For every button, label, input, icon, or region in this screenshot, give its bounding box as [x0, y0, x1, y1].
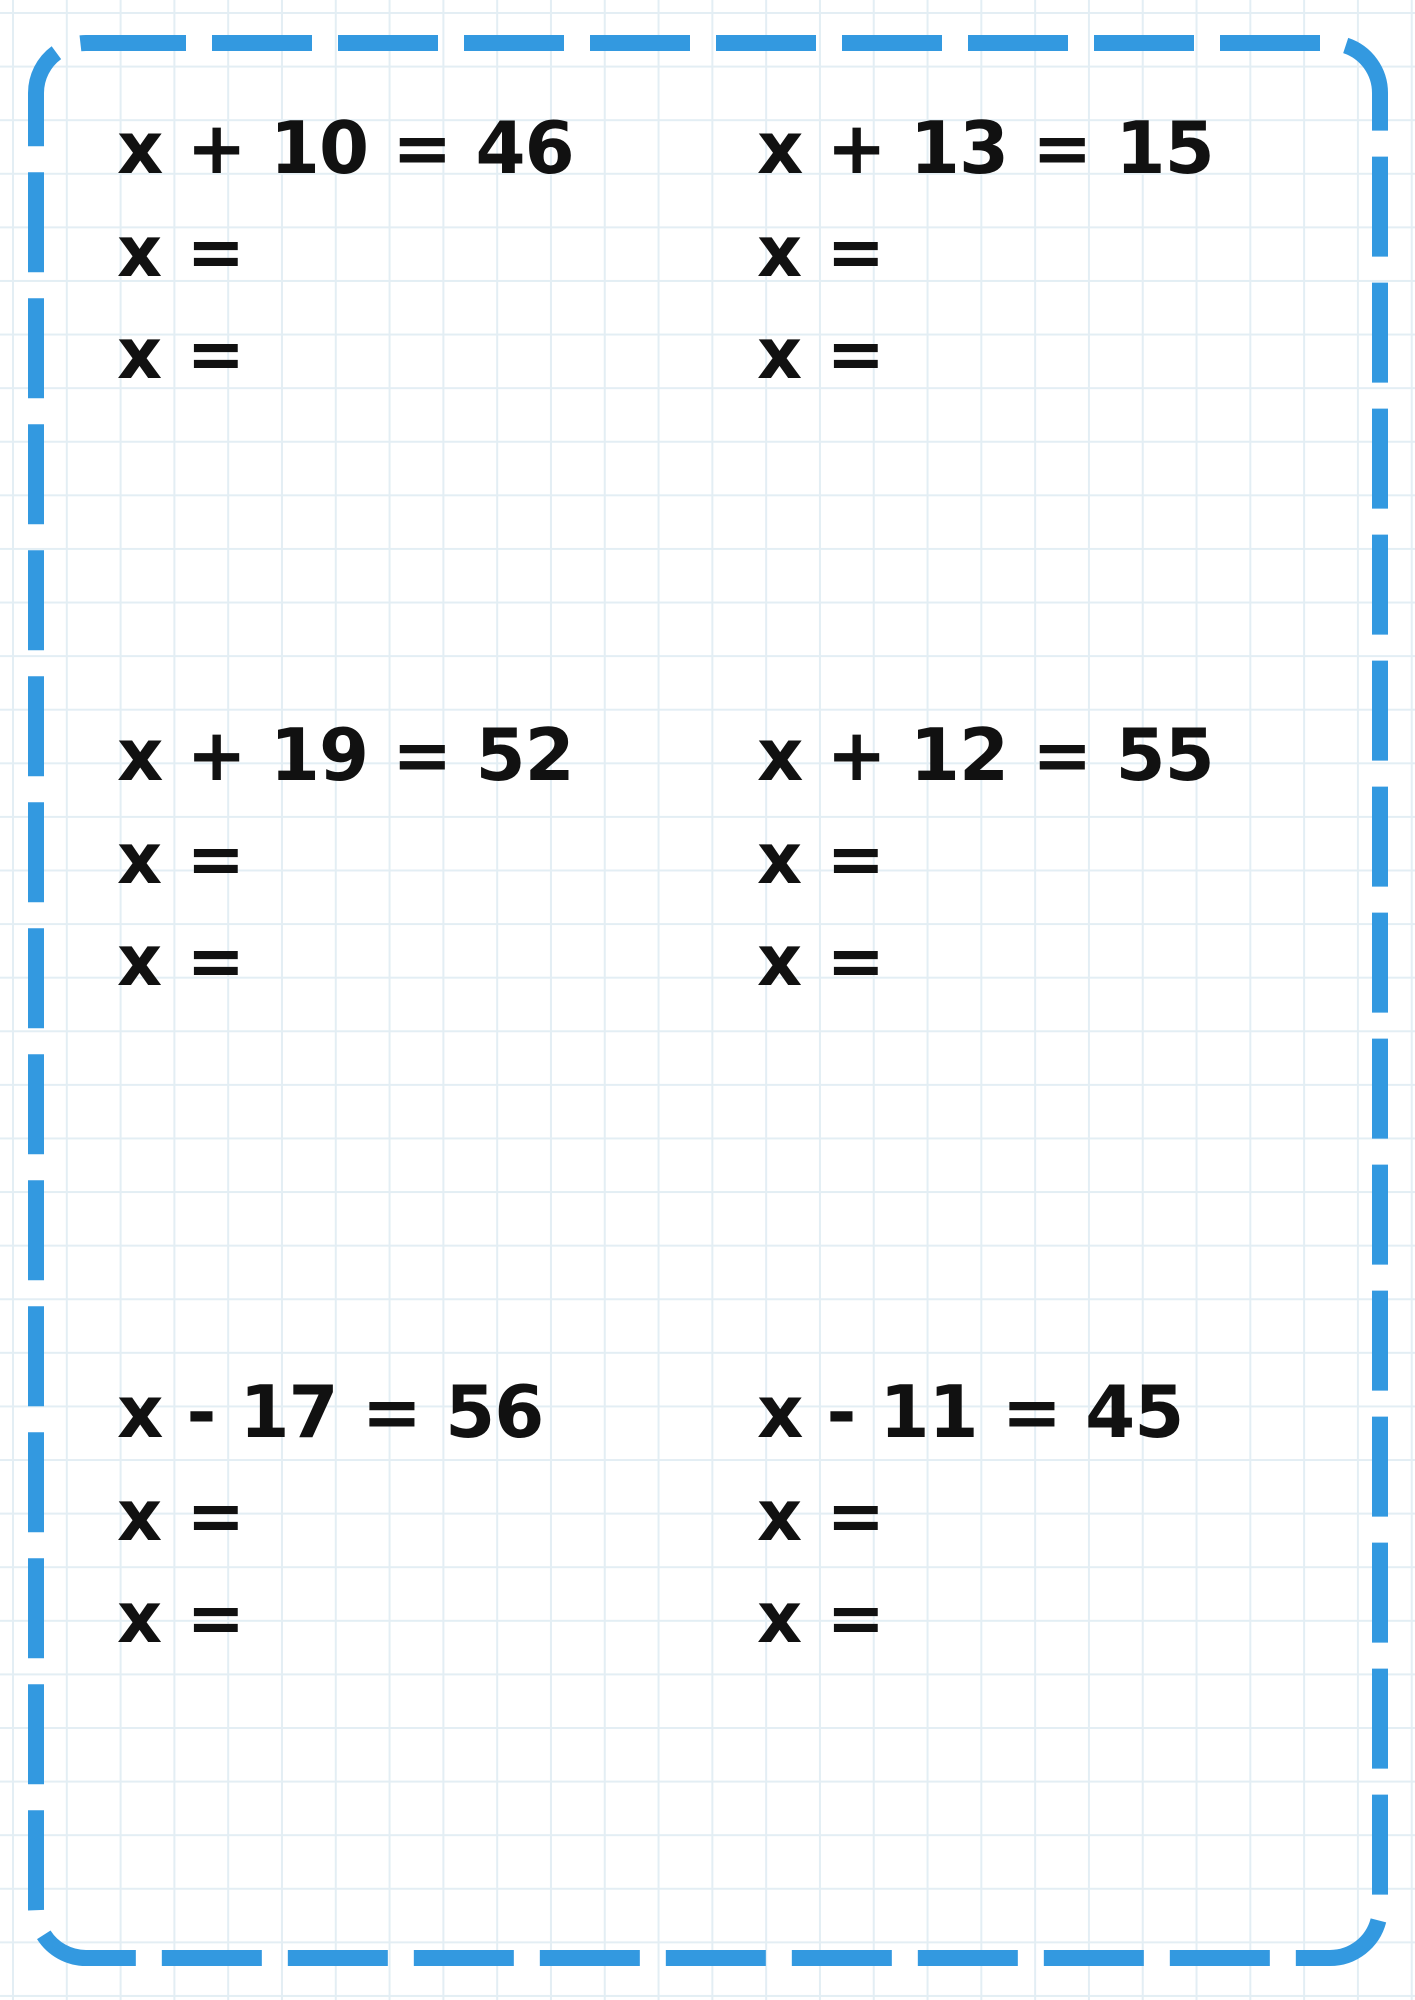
answer-line: x = — [117, 818, 246, 900]
equation: x + 13 = 15 — [757, 106, 1214, 190]
answer-line: x = — [757, 1475, 886, 1557]
answer-line: x = — [117, 211, 246, 293]
equation: x - 17 = 56 — [117, 1370, 544, 1454]
equation: x - 11 = 45 — [757, 1370, 1184, 1454]
answer-line: x = — [757, 818, 886, 900]
answer-line: x = — [117, 1577, 246, 1659]
answer-line: x = — [757, 313, 886, 395]
equation: x + 12 = 55 — [757, 713, 1214, 797]
answer-line: x = — [757, 1577, 886, 1659]
equation: x + 19 = 52 — [117, 713, 574, 797]
answer-line: x = — [117, 313, 246, 395]
answer-line: x = — [757, 211, 886, 293]
answer-line: x = — [757, 920, 886, 1002]
answer-line: x = — [117, 1475, 246, 1557]
equation: x + 10 = 46 — [117, 106, 574, 190]
answer-line: x = — [117, 920, 246, 1002]
